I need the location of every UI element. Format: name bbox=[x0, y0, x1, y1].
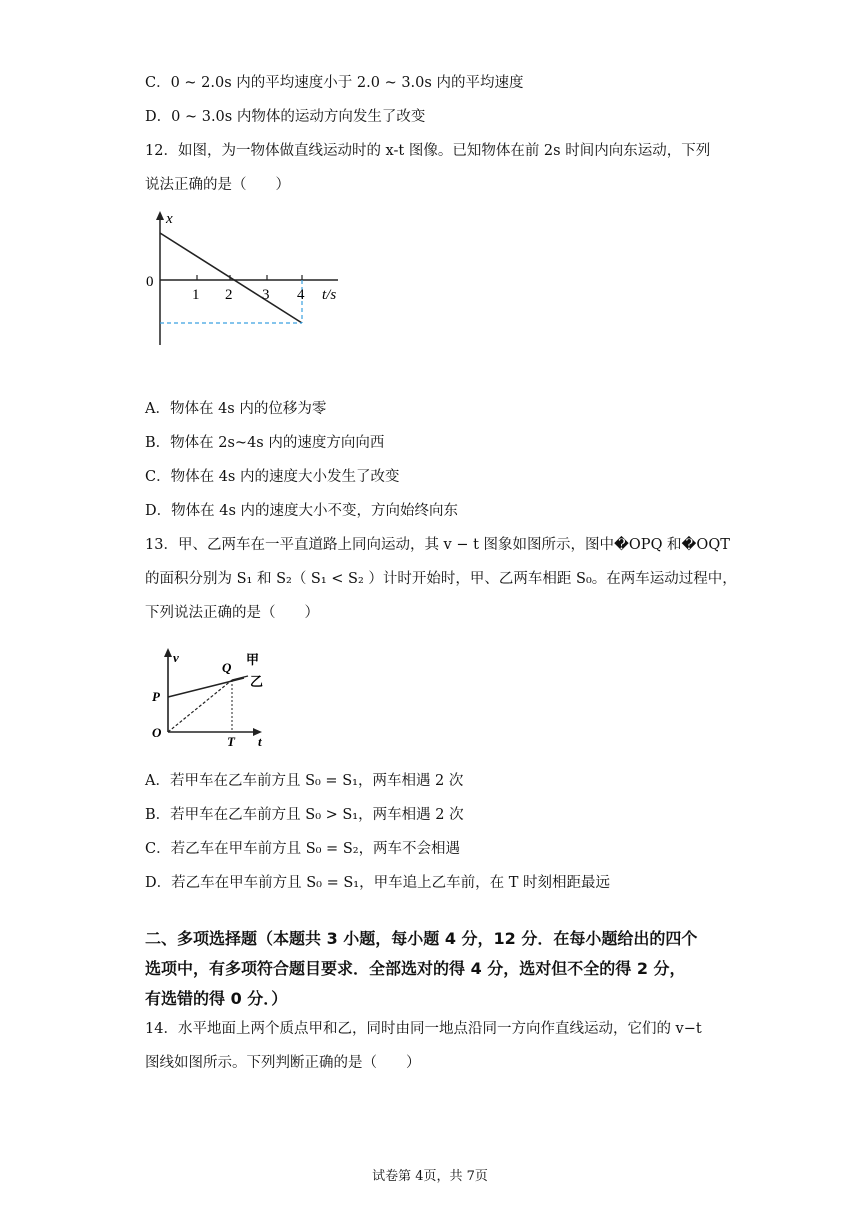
q13-label-jia: 甲 bbox=[246, 652, 260, 667]
q12-y-arrow bbox=[156, 211, 164, 220]
q13-label-o: O bbox=[152, 725, 162, 740]
q13-stem-line2: 的面积分别为 S₁ 和 S₂（ S₁ < S₂ ）计时开始时，甲、乙两车相距 S₀。在两车运动过程中， bbox=[145, 571, 737, 587]
q13-option-d: D．若乙车在甲车前方且 S₀ = S₁，甲车追上乙车前，在 T 时刻相距最远 bbox=[145, 875, 610, 891]
q13-option-a: A．若甲车在乙车前方且 S₀ = S₁，两车相遇 2 次 bbox=[145, 773, 464, 789]
q12-tick-2: 2 bbox=[225, 287, 233, 303]
q13-label-p: P bbox=[152, 689, 160, 704]
q13-line-jia bbox=[168, 678, 244, 697]
q14-stem-line2: 图线如图所示。下列判断正确的是（ ） bbox=[145, 1055, 421, 1071]
q13-x-label: t bbox=[258, 734, 262, 749]
q12-tick-4: 4 bbox=[297, 287, 305, 303]
q13-stem-line1: 13．甲、乙两车在一平直道路上同向运动，其 v − t 图象如图所示，图中�OPQ 和�OQT bbox=[145, 537, 730, 553]
q13-label-q: Q bbox=[222, 660, 232, 675]
q13-vt-graph bbox=[148, 640, 288, 752]
q12-option-d: D．物体在 4s 内的速度大小不变，方向始终向东 bbox=[145, 503, 459, 519]
q11-option-d: D．0 ~ 3.0s 内物体的运动方向发生了改变 bbox=[145, 109, 426, 125]
q12-origin-label: 0 bbox=[146, 274, 154, 290]
q11-option-c: C．0 ~ 2.0s 内的平均速度小于 2.0 ~ 3.0s 内的平均速度 bbox=[145, 75, 524, 91]
q13-y-label: v bbox=[173, 650, 179, 665]
section2-heading-line3: 有选错的得 0 分．） bbox=[145, 989, 288, 1008]
q12-option-b: B．物体在 2s~4s 内的速度方向向西 bbox=[145, 435, 385, 451]
q12-option-a: A．物体在 4s 内的位移为零 bbox=[145, 401, 327, 417]
q12-graph-line bbox=[160, 233, 302, 323]
q13-option-c: C．若乙车在甲车前方且 S₀ = S₂，两车不会相遇 bbox=[145, 841, 461, 857]
q12-option-c: C．物体在 4s 内的速度大小发生了改变 bbox=[145, 469, 400, 485]
q12-xt-graph bbox=[140, 205, 350, 355]
q14-stem-line1: 14．水平地面上两个质点甲和乙，同时由同一地点沿同一方向作直线运动，它们的 v−t bbox=[145, 1021, 702, 1037]
section2-heading-line1: 二、多项选择题（本题共 3 小题，每小题 4 分，12 分．在每小题给出的四个 bbox=[145, 929, 698, 948]
section2-heading-line2: 选项中，有多项符合题目要求．全部选对的得 4 分，选对但不全的得 2 分， bbox=[145, 959, 686, 978]
q12-stem-line2: 说法正确的是（ ） bbox=[145, 177, 290, 193]
q13-label-t: T bbox=[227, 734, 235, 749]
q13-option-b: B．若甲车在乙车前方且 S₀ > S₁，两车相遇 2 次 bbox=[145, 807, 464, 823]
q12-x-label: t/s bbox=[322, 287, 337, 303]
page-footer: 试卷第 4页，共 7页 bbox=[372, 1169, 488, 1184]
q13-stem-line3: 下列说法正确的是（ ） bbox=[145, 605, 319, 621]
q13-label-yi: 乙 bbox=[250, 674, 264, 689]
q12-stem-line1: 12．如图，为一物体做直线运动时的 x-t 图像。已知物体在前 2s 时间内向东运动，下列 bbox=[145, 143, 711, 159]
q13-line-yi-dashed bbox=[168, 680, 232, 732]
q12-tick-3: 3 bbox=[262, 287, 270, 303]
q12-tick-1: 1 bbox=[192, 287, 200, 303]
q12-y-label: x bbox=[166, 211, 173, 227]
